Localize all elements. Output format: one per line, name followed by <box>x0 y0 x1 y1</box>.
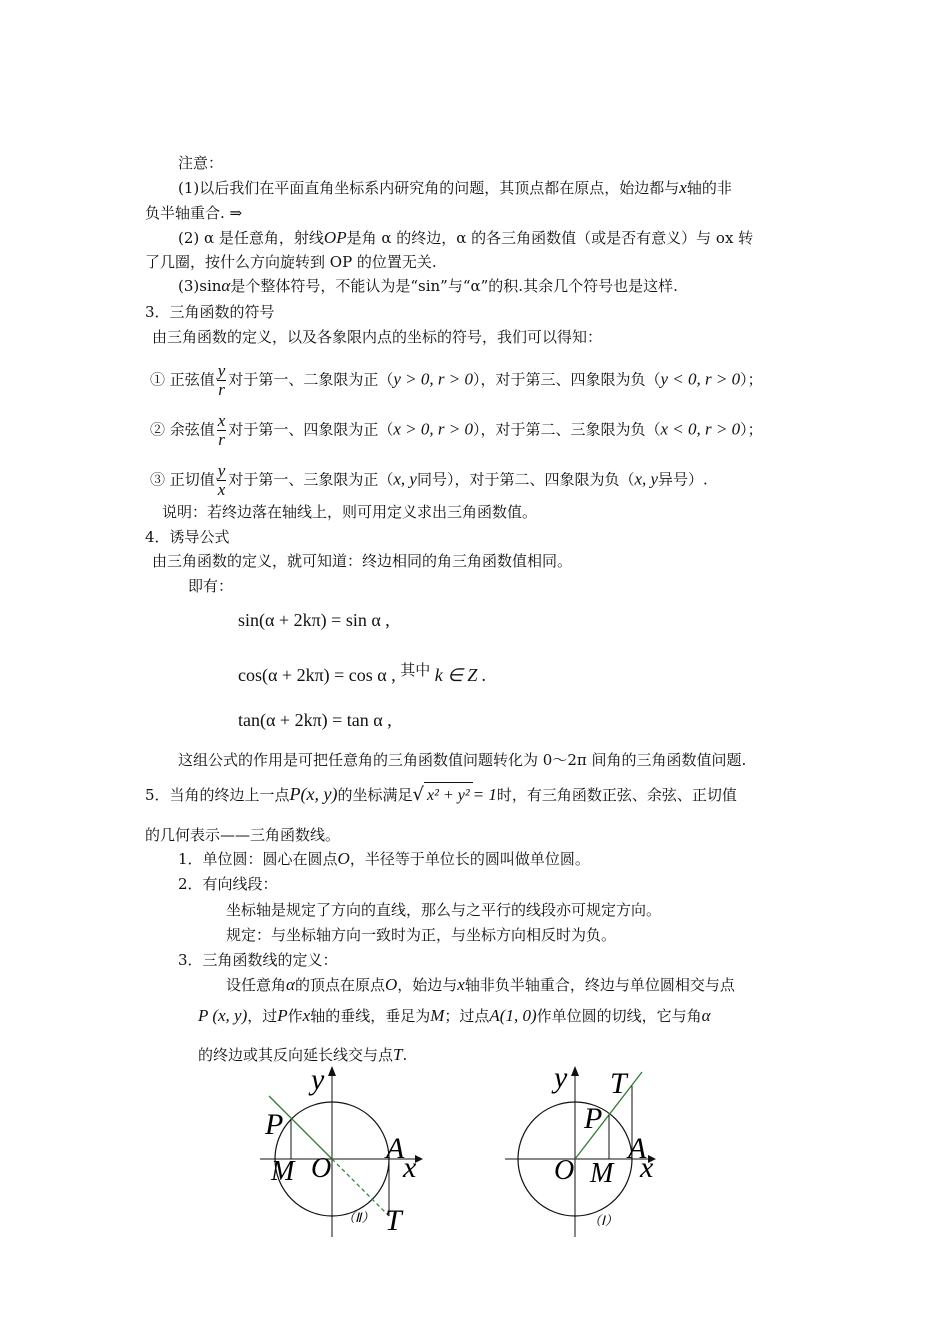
sign-row-sine: ① 正弦值 $\frac{y}{r}$ 对于第一、二象限为正（y > 0, r > 0），对于第三、四象限为负（y < 0, r > 0）； <box>150 361 763 399</box>
def-line1: 设任意角α的顶点在原点O，始边与x轴非负半轴重合，终边与单位圆相交与点 <box>226 975 735 994</box>
section-3-intro: 由三角函数的定义，以及各象限内点的坐标的符号，我们可以得知： <box>152 328 603 346</box>
section-3-title: 3．三角函数的符号 <box>145 303 275 321</box>
item-2: 2．有向线段： <box>178 875 278 893</box>
label-a: A <box>386 1132 405 1165</box>
section-4-purpose: 这组公式的作用是可把任意角的三角函数值问题转化为 0～2π 间角的三角函数值问题. <box>178 751 747 769</box>
note-p3: (3)sinα是个整体符号，不能认为是“sin”与“α”的积.其余几个符号也是这样. <box>178 276 678 295</box>
formula-cos: cos(α + 2kπ) = cos α , $^{其中}$ k ∈ Z . <box>238 661 487 685</box>
def-line3: 的终边或其反向延长线交与点T. <box>198 1045 408 1064</box>
formula-tan: tan(α + 2kπ) = tan α , <box>238 710 392 730</box>
note-p1-cont: 负半轴重合. ⇒ <box>145 204 243 222</box>
caption-1: （Ⅰ） <box>588 1213 618 1228</box>
section-5-line2: 的几何表示——三角函数线。 <box>145 826 341 844</box>
label-x: x <box>640 1151 654 1184</box>
label-y: y <box>311 1063 325 1096</box>
sign-row-tangent: ③ 正切值 $\frac{y}{x}$ 对于第一、三象限为正（x, y同号），对于第二、四象限为负（x, y异号）. <box>150 461 708 499</box>
item-3: 3．三角函数线的定义： <box>178 951 338 969</box>
label-a: A <box>628 1132 647 1165</box>
section-4-intro: 由三角函数的定义，就可知道：终边相同的角三角函数值相同。 <box>152 552 573 570</box>
def-line2: P (x, y)，过P作x轴的垂线，垂足为M；过点A(1, 0)作单位圆的切线，它与角α <box>198 1006 711 1025</box>
label-m: M <box>271 1156 295 1187</box>
section-4-have: 即有： <box>188 577 234 595</box>
label-o: O <box>554 1155 575 1186</box>
terminal-extension <box>332 1159 389 1216</box>
y-axis-arrow <box>571 1066 579 1076</box>
label-y: y <box>554 1062 568 1094</box>
label-o: O <box>311 1153 332 1184</box>
section-3-explain: 说明：若终边落在轴线上，则可用定义求出三角函数值。 <box>162 503 538 521</box>
note-p2-cont: 了几圈，按什么方向旋转到 OP 的位置无关. <box>145 253 437 271</box>
section-4-title: 4．诱导公式 <box>145 528 230 546</box>
label-m: M <box>590 1158 614 1189</box>
note-heading: 注意： <box>178 154 224 172</box>
label-t: T <box>610 1067 627 1100</box>
label-p: P <box>265 1108 284 1141</box>
label-p: P <box>584 1102 603 1135</box>
item-1: 1．单位圆：圆心在圆点O，半径等于单位长的圆叫做单位圆。 <box>178 849 590 868</box>
section-5-line1: 5．当角的终边上一点P(x, y)的坐标满足√ x² + y² = 1时，有三角函数正弦、余弦、正切值 <box>145 781 737 809</box>
label-x: x <box>403 1151 417 1184</box>
label-t: T <box>385 1204 402 1237</box>
sign-row-cosine: ② 余弦值 $\frac{x}{r}$ 对于第一、四象限为正（x > 0, r > 0），对于第二、三象限为负（x < 0, r > 0）； <box>150 411 763 449</box>
note-p2: (2) α 是任意角，射线OP是角 α 的终边，α 的各三角函数值（或是否有意义）与 ox 转 <box>178 228 754 247</box>
unit-circle-figure-1 <box>500 1062 680 1244</box>
note-p1: (1)以后我们在平面直角坐标系内研究角的问题，其顶点都在原点，始边都与x轴的非 <box>178 178 732 197</box>
unit-circle-figure-2 <box>255 1062 435 1244</box>
item-2-b: 规定：与坐标轴方向一致时为正，与坐标方向相反时为负。 <box>226 926 617 944</box>
caption-2: （Ⅱ） <box>342 1210 375 1225</box>
formula-sin: sin(α + 2kπ) = sin α , <box>238 610 390 630</box>
y-axis-arrow <box>328 1066 336 1076</box>
item-2-a: 坐标轴是规定了方向的直线，那么与之平行的线段亦可规定方向。 <box>226 901 662 919</box>
